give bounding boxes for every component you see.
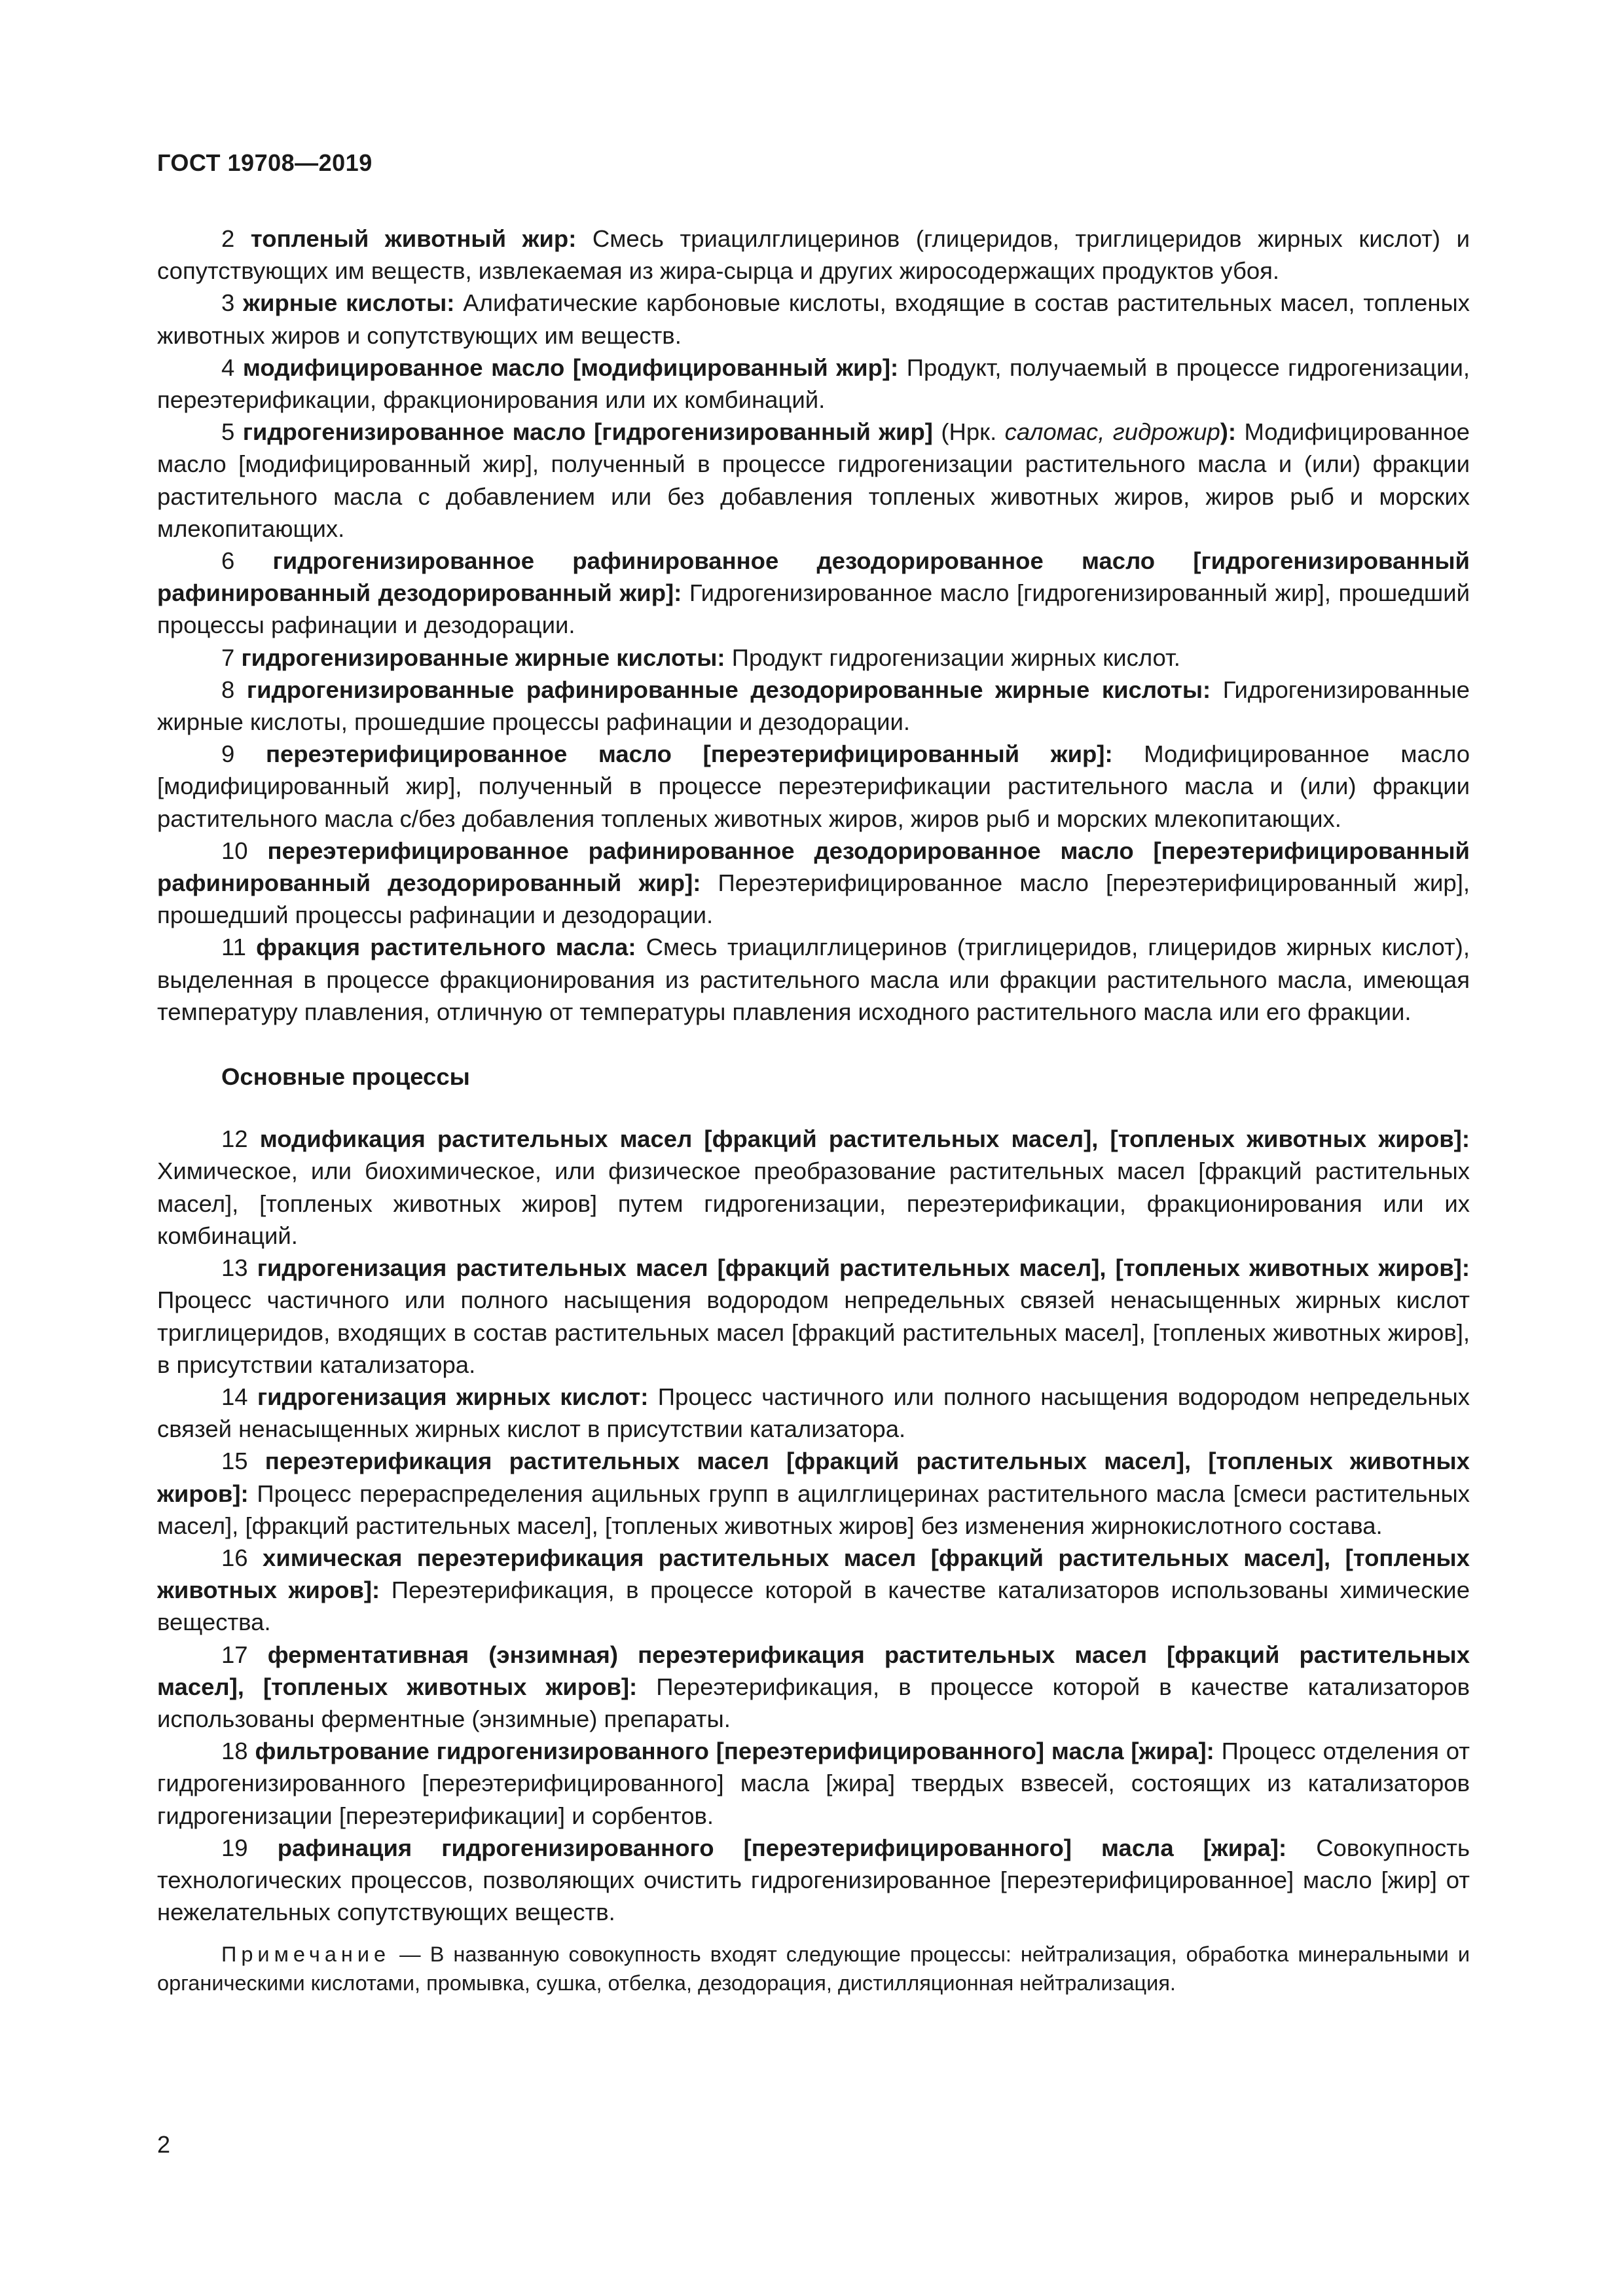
term-title: фракция растительного масла:: [256, 934, 636, 961]
note-text: — В названную совокупность входят следующие процессы: нейтрализация, обработка минеральными и органическими кислотами, промывка, сушка, отбелка, дезодорация, дистилляционная нейтрализация.: [157, 1942, 1470, 1995]
term-title: модифицированное масло [модифицированный жир]:: [242, 354, 899, 381]
term-definition: Гидрогенизированное масло [гидрогенизированный жир], прошедший процессы рафинации и дезодорации.: [157, 579, 1470, 639]
term-entry: [157, 1542, 1470, 1639]
term-entry: [157, 931, 1470, 1028]
term-title: рафинация гидрогенизированного [переэтерифицированного] масла [жира]:: [277, 1834, 1287, 1861]
term-entry: [157, 1639, 1470, 1736]
term-number: 10: [221, 837, 248, 864]
term-entry: [157, 1252, 1470, 1381]
term-entry: [157, 1123, 1470, 1252]
term-number: 12: [221, 1125, 248, 1153]
document-body: [157, 223, 1470, 1997]
term-number: 13: [221, 1254, 248, 1282]
document-header: ГОСТ 19708—2019: [157, 149, 373, 176]
term-definition: Химическое, или биохимическое, или физическое преобразование растительных масел [фракций растительных масел], [топленых животных жиров] путем гидрогенизации, переэтерификации, фракционирования или их комбинаций.: [157, 1157, 1470, 1249]
term-entry: [157, 642, 1470, 674]
term-definition: Смесь триацилглицеринов (триглицеридов, глицеридов жирных кислот), выделенная в процессе фракционирования из растительного масла или фракции растительного масла, имеющая температуру плавления, отличную от температуры плавления исходного растительного масла или его фракции.: [157, 934, 1470, 1025]
term-title: гидрогенизированные жирные кислоты:: [241, 644, 725, 671]
term-title: гидрогенизация растительных масел [фракций растительных масел], [топленых животных жиров]:: [257, 1254, 1470, 1282]
term-number: 11: [221, 934, 246, 961]
term-entry: [157, 1832, 1470, 1929]
page-number: 2: [157, 2131, 171, 2158]
term-definition: Продукт гидрогенизации жирных кислот.: [725, 644, 1180, 671]
term-definition: Процесс отделения от гидрогенизированного [переэтерифицированного] масла [жира] твердых взвесей, состоящих из катализаторов гидрогенизации [переэтерификации] и сорбентов.: [157, 1738, 1470, 1829]
terms-list-products: [157, 223, 1470, 1028]
term-definition: Гидрогенизированные жирные кислоты, прошедшие процессы рафинации и дезодорации.: [157, 676, 1470, 736]
term-entry: [157, 545, 1470, 642]
term-title: жирные кислоты:: [243, 289, 455, 317]
term-title: ферментативная (энзимная) переэтерификация растительных масел [фракций растительных масел], [топленых животных жиров]:: [157, 1641, 1470, 1700]
term-definition: Переэтерифицированное масло [переэтерифицированный жир], прошедший процессы рафинации и дезодорации.: [157, 869, 1470, 929]
term-definition: Алифатические карбоновые кислоты, входящие в состав растительных масел, топленых животных жиров и сопутствующих им веществ.: [157, 289, 1470, 349]
term-entry: [157, 1445, 1470, 1542]
term-definition: Продукт, получаемый в процессе гидрогенизации, переэтерификации, фракционирования или их комбинаций.: [157, 354, 1470, 414]
term-definition: Модифицированное масло [модифицированный жир], полученный в процессе переэтерификации растительного масла и (или) фракции растительного масла с/без добавления топленых животных жиров, жиров рыб и морских млекопитающих.: [157, 740, 1470, 832]
term-entry: [157, 738, 1470, 835]
term-entry: [157, 223, 1470, 287]
section-heading: Основные процессы: [221, 1063, 470, 1091]
term-number: 7: [221, 644, 235, 671]
term-definition: Процесс перераспределения ацильных групп в ацилглицеринах растительного масла [смеси растительных масел], [фракций растительных масел], [топленых животных жиров] без изменения жирнокислотного состава.: [157, 1480, 1470, 1539]
term-number: 17: [221, 1641, 248, 1668]
term-title: гидрогенизированное масло [гидрогенизированный жир]: [242, 418, 933, 446]
term-title: модификация растительных масел [фракций растительных масел], [топленых животных жиров]:: [259, 1125, 1470, 1153]
term-note-suffix: ):: [1220, 418, 1237, 446]
term-title: переэтерификация растительных масел [фракций растительных масел], [топленых животных жиров]:: [157, 1448, 1470, 1507]
term-definition: Переэтерификация, в процессе которой в качестве катализаторов использованы ферментные (энзимные) препараты.: [157, 1673, 1470, 1732]
term-definition: Процесс частичного или полного насыщения водородом непредельных связей ненасыщенных жирных кислот в присутствии катализатора.: [157, 1383, 1470, 1443]
term-title: гидрогенизированные рафинированные дезодорированные жирные кислоты:: [246, 676, 1211, 703]
term-definition: Переэтерификация, в процессе которой в качестве катализаторов использованы химические вещества.: [157, 1576, 1470, 1636]
term-number: 18: [221, 1738, 248, 1765]
term-number: 2: [221, 225, 235, 252]
term-number: 9: [221, 740, 235, 768]
term-number: 5: [221, 418, 235, 446]
term-number: 8: [221, 676, 235, 703]
term-title: химическая переэтерификация растительных масел [фракций растительных масел], [топленых животных жиров]:: [157, 1544, 1470, 1604]
term-entry: [157, 416, 1470, 545]
term-entry: [157, 674, 1470, 738]
term-entry: [157, 352, 1470, 416]
note-label: Примечание: [221, 1942, 391, 1967]
term-number: 6: [221, 547, 235, 575]
note: [157, 1940, 1470, 1997]
term-title: гидрогенизированное рафинированное дезодорированное масло [гидрогенизированный рафинированный дезодорированный жир]:: [157, 547, 1470, 607]
term-entry: [157, 1735, 1470, 1832]
term-entry: [157, 835, 1470, 932]
term-definition: Процесс частичного или полного насыщения водородом непредельных связей ненасыщенных жирных кислот триглицеридов, входящих в состав растительных масел [фракций растительных масел], [топленых животных жиров], в присутствии катализатора.: [157, 1286, 1470, 1378]
term-entry: [157, 287, 1470, 351]
term-number: 19: [221, 1834, 248, 1861]
term-number: 14: [221, 1383, 248, 1410]
term-number: 3: [221, 289, 235, 317]
term-title: топленый животный жир:: [250, 225, 577, 252]
term-title: фильтрование гидрогенизированного [переэтерифицированного] масла [жира]:: [255, 1738, 1214, 1765]
terms-list-processes: [157, 1123, 1470, 1928]
term-definition: Модифицированное масло [модифицированный жир], полученный в процессе гидрогенизации растительного масла и (или) фракции растительного масла с добавлением или без добавления топленых животных жиров, жиров рыб и морских млекопитающих.: [157, 418, 1470, 542]
term-number: 4: [221, 354, 235, 381]
term-title: гидрогенизация жирных кислот:: [257, 1383, 649, 1410]
term-definition: Совокупность технологических процессов, позволяющих очистить гидрогенизированное [переэтерифицированное] масло [жир] от нежелательных сопутствующих веществ.: [157, 1834, 1470, 1926]
term-note-prefix: (Нрк.: [932, 418, 1005, 446]
deprecated-terms: саломас, гидрожир: [1004, 418, 1220, 446]
term-title: переэтерифицированное масло [переэтерифицированный жир]:: [265, 740, 1113, 768]
term-definition: Смесь триацилглицеринов (глицеридов, триглицеридов жирных кислот) и сопутствующих им веществ, извлекаемая из жира-сырца и других жиросодержащих продуктов убоя.: [157, 225, 1470, 285]
term-title: переэтерифицированное рафинированное дезодорированное масло [переэтерифицированный рафинированный дезодорированный жир]:: [157, 837, 1470, 897]
term-entry: [157, 1381, 1470, 1445]
term-number: 15: [221, 1448, 248, 1475]
term-number: 16: [221, 1544, 248, 1571]
